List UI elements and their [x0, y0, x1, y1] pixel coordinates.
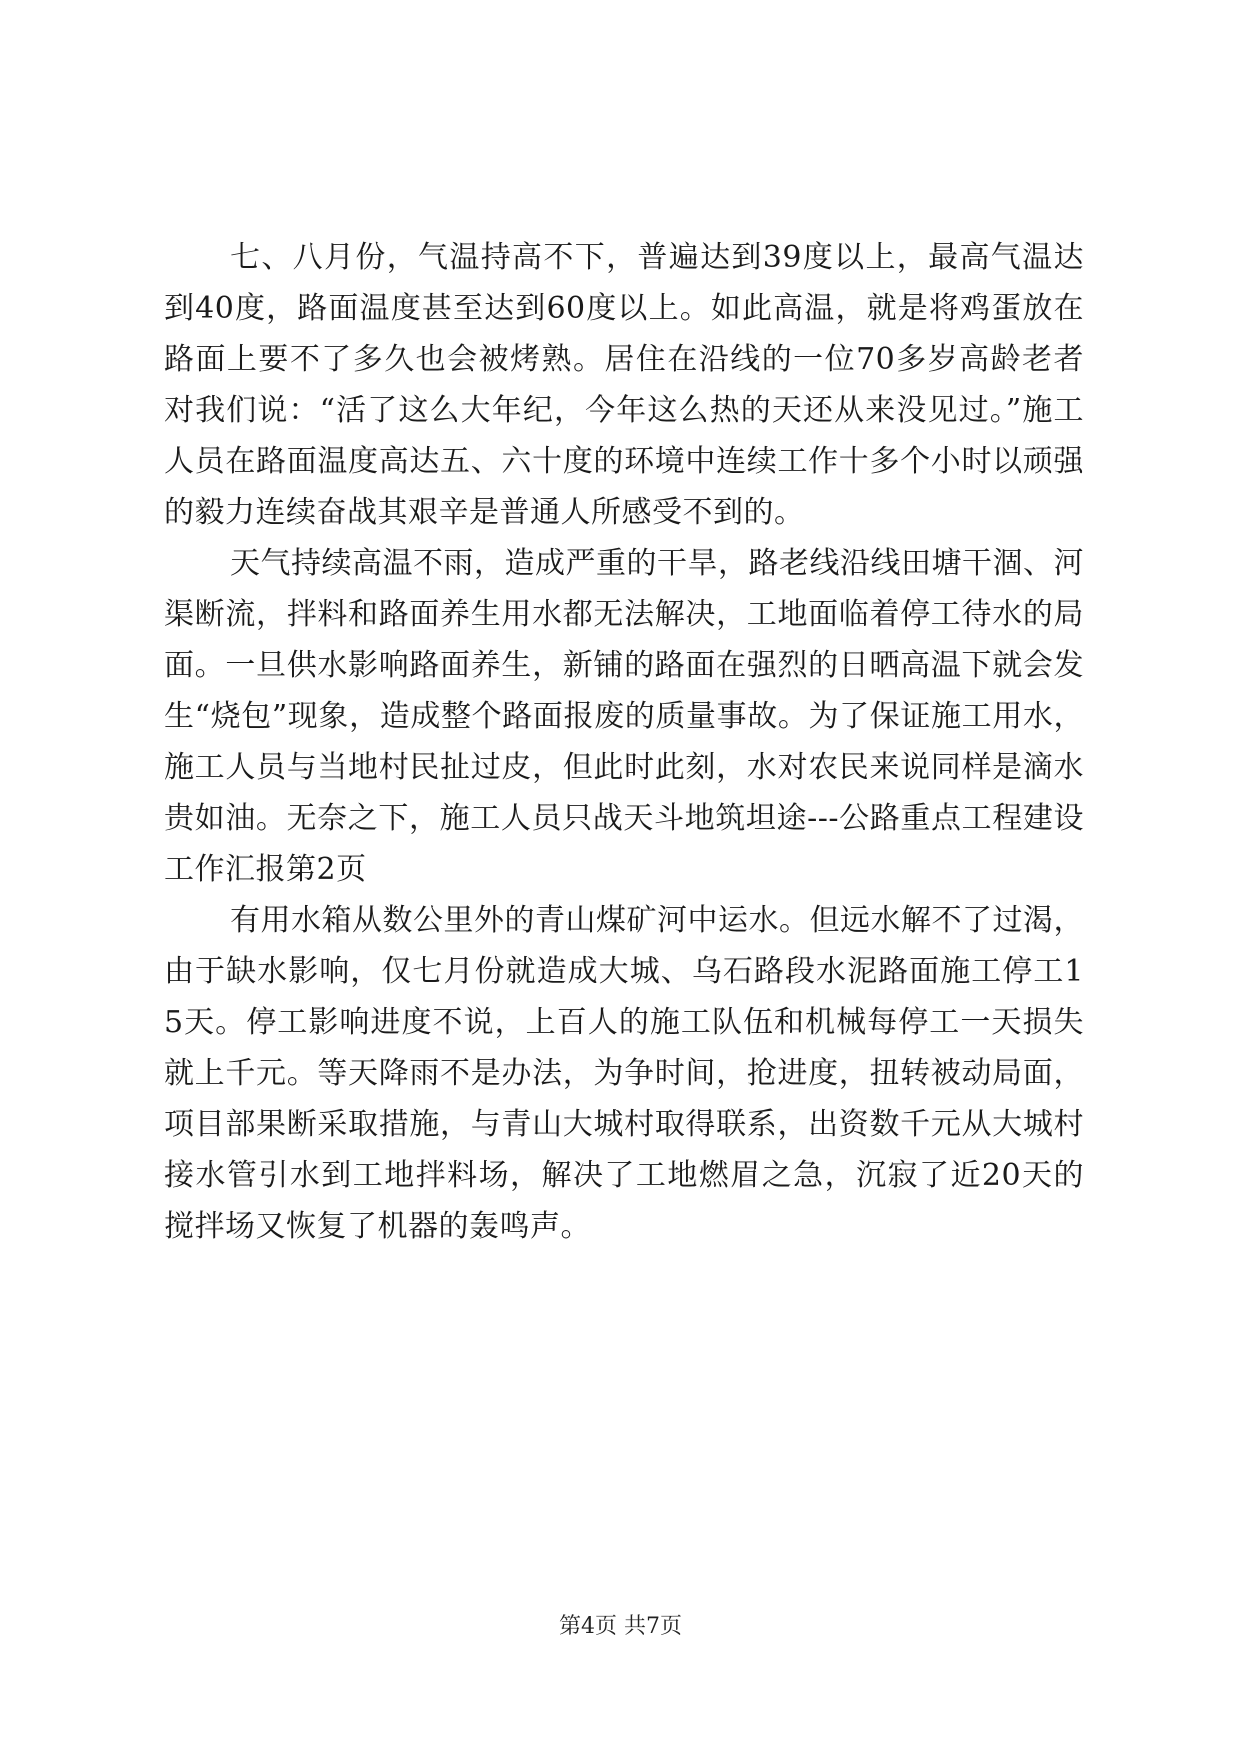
- page-number-label: 第4页 共7页: [559, 1614, 682, 1639]
- paragraph-3: 有用水箱从数公里外的青山煤矿河中运水。但远水解不了过渴，由于缺水影响，仅七月份就造成大城、乌石路段水泥路面施工停工15天。停工影响进度不说，上百人的施工队伍和机械每停工一天损失就上千元。等天降雨不是办法，为争时间，抢进度，扭转被动局面，项目部果断采取措施，与青山大城村取得联系，出资数千元从大城村接水管引水到工地拌料场，解决了工地燃眉之急，沉寂了近20天的搅拌场又恢复了机器的轰鸣声。: [164, 903, 1084, 1244]
- paragraph-2: 天气持续高温不雨，造成严重的干旱，路老线沿线田塘干涸、河渠断流，拌料和路面养生用水都无法解决，工地面临着停工待水的局面。一旦供水影响路面养生，新铺的路面在强烈的日晒高温下就会发生“烧包”现象，造成整个路面报废的质量事故。为了保证施工用水，施工人员与当地村民扯过皮，但此时此刻，水对农民来说同样是滴水贵如油。无奈之下，施工人员只战天斗地筑坦途---公路重点工程建设工作汇报第2页: [164, 546, 1084, 887]
- page-footer: [0, 1612, 1241, 1642]
- paragraph-1: 七、八月份，气温持高不下，普遍达到39度以上，最高气温达到40度，路面温度甚至达到60度以上。如此高温，就是将鸡蛋放在路面上要不了多久也会被烤熟。居住在沿线的一位70多岁高龄老者对我们说：“活了这么大年纪，今年这么热的天还从来没见过。”施工人员在路面温度高达五、六十度的环境中连续工作十多个小时以顽强的毅力连续奋战其艰辛是普通人所感受不到的。: [164, 240, 1084, 530]
- document-body: [164, 232, 1084, 1252]
